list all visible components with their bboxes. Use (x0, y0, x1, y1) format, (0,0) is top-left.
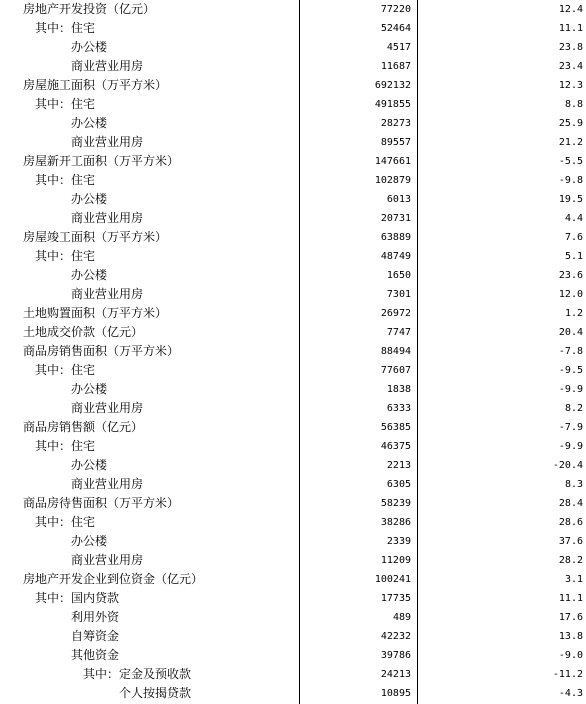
row-label: 土地成交价款（亿元） (23, 325, 144, 339)
row-label: 房屋新开工面积（万平方米） (23, 154, 180, 168)
row-label: 商业营业用房 (71, 211, 144, 225)
table-row (0, 589, 586, 608)
table-row (0, 247, 586, 266)
table-row (0, 323, 586, 342)
row-value: 88494 (380, 346, 411, 357)
row-label: 其中：定金及预收款 (83, 667, 192, 681)
row-label: 办公楼 (71, 382, 108, 396)
row-growth: 28.2 (558, 555, 583, 566)
row-growth: -9.8 (558, 175, 583, 186)
row-label: 其中：住宅 (35, 515, 96, 529)
row-label: 办公楼 (71, 192, 108, 206)
table-row (0, 627, 586, 646)
row-label: 办公楼 (71, 40, 108, 54)
table-row (0, 684, 586, 703)
row-growth: -7.8 (558, 346, 583, 357)
row-value: 1838 (386, 384, 411, 395)
table-row (0, 532, 586, 551)
row-growth: -9.9 (558, 441, 583, 452)
row-value: 6013 (386, 194, 411, 205)
row-growth: -20.4 (552, 460, 583, 471)
row-growth: -4.3 (558, 688, 583, 699)
table-row (0, 399, 586, 418)
table-row (0, 437, 586, 456)
row-label: 商品房待售面积（万平方米） (23, 496, 180, 510)
row-growth: -9.9 (558, 384, 583, 395)
table-row (0, 665, 586, 684)
table-row (0, 646, 586, 665)
row-value: 489 (392, 612, 411, 623)
row-growth: 1.2 (564, 308, 583, 319)
row-growth: 7.6 (564, 232, 583, 243)
row-label: 其中：住宅 (35, 363, 96, 377)
table-row (0, 152, 586, 171)
row-label: 其他资金 (71, 648, 120, 662)
table-row (0, 171, 586, 190)
row-growth: 37.6 (558, 536, 583, 547)
row-label: 其中：住宅 (35, 439, 96, 453)
row-label: 办公楼 (71, 116, 108, 130)
table-row (0, 57, 586, 76)
table-row (0, 551, 586, 570)
table-row (0, 513, 586, 532)
table-row (0, 380, 586, 399)
row-label: 其中：住宅 (35, 173, 96, 187)
row-label: 商业营业用房 (71, 135, 144, 149)
row-label: 土地购置面积（万平方米） (23, 306, 168, 320)
row-label: 办公楼 (71, 534, 108, 548)
row-value: 2339 (386, 536, 411, 547)
row-growth: 28.4 (558, 498, 583, 509)
row-growth: 5.1 (564, 251, 583, 262)
table-row (0, 342, 586, 361)
row-value: 147661 (374, 156, 411, 167)
row-value: 20731 (380, 213, 411, 224)
row-value: 102879 (374, 175, 411, 186)
row-value: 38286 (380, 517, 411, 528)
row-growth: 11.1 (558, 593, 583, 604)
row-value: 56385 (380, 422, 411, 433)
row-value: 63889 (380, 232, 411, 243)
row-label: 商品房销售额（亿元） (23, 420, 144, 434)
row-label: 商业营业用房 (71, 477, 144, 491)
table-row (0, 266, 586, 285)
row-label: 其中：住宅 (35, 21, 96, 35)
row-value: 24213 (380, 669, 411, 680)
row-growth: 25.9 (558, 118, 583, 129)
row-growth: 23.8 (558, 42, 583, 53)
row-value: 48749 (380, 251, 411, 262)
row-value: 11687 (380, 61, 411, 72)
row-label: 商业营业用房 (71, 59, 144, 73)
row-value: 77220 (380, 4, 411, 15)
row-value: 2213 (386, 460, 411, 471)
row-label: 其中：住宅 (35, 97, 96, 111)
table-row (0, 608, 586, 627)
table-row (0, 418, 586, 437)
table-row (0, 38, 586, 57)
row-value: 17735 (380, 593, 411, 604)
row-value: 7747 (386, 327, 411, 338)
row-growth: 17.6 (558, 612, 583, 623)
row-growth: 3.1 (564, 574, 583, 585)
row-value: 46375 (380, 441, 411, 452)
row-growth: 13.8 (558, 631, 583, 642)
row-label: 房屋竣工面积（万平方米） (23, 230, 168, 244)
row-growth: 23.6 (558, 270, 583, 281)
row-growth: -5.5 (558, 156, 583, 167)
row-label: 房地产开发投资（亿元） (23, 2, 156, 16)
row-label: 个人按揭贷款 (119, 686, 192, 700)
row-label: 办公楼 (71, 458, 108, 472)
row-growth: 23.4 (558, 61, 583, 72)
row-growth: 12.0 (558, 289, 583, 300)
row-label: 商品房销售面积（万平方米） (23, 344, 180, 358)
row-label: 自筹资金 (71, 629, 120, 643)
row-value: 11209 (380, 555, 411, 566)
row-value: 7301 (386, 289, 411, 300)
table-row (0, 570, 586, 589)
row-value: 26972 (380, 308, 411, 319)
row-value: 1650 (386, 270, 411, 281)
row-growth: 20.4 (558, 327, 583, 338)
row-growth: 28.6 (558, 517, 583, 528)
row-value: 89557 (380, 137, 411, 148)
row-value: 10895 (380, 688, 411, 699)
table-row (0, 304, 586, 323)
row-label: 商业营业用房 (71, 553, 144, 567)
table-row (0, 285, 586, 304)
row-growth: 21.2 (558, 137, 583, 148)
row-value: 692132 (374, 80, 411, 91)
row-growth: -9.0 (558, 650, 583, 661)
row-growth: 11.1 (558, 23, 583, 34)
table-row (0, 114, 586, 133)
row-growth: -7.9 (558, 422, 583, 433)
row-value: 42232 (380, 631, 411, 642)
row-value: 6305 (386, 479, 411, 490)
table-row (0, 133, 586, 152)
row-label: 办公楼 (71, 268, 108, 282)
table-row (0, 76, 586, 95)
table-row (0, 0, 586, 19)
row-growth: 8.8 (564, 99, 583, 110)
table-row (0, 228, 586, 247)
row-label: 房地产开发企业到位资金（亿元） (23, 572, 204, 586)
table-row (0, 475, 586, 494)
row-value: 58239 (380, 498, 411, 509)
row-value: 39786 (380, 650, 411, 661)
table-row (0, 494, 586, 513)
row-growth: 12.3 (558, 80, 583, 91)
row-value: 4517 (386, 42, 411, 53)
row-growth: -9.5 (558, 365, 583, 376)
row-label: 其中：国内贷款 (35, 591, 120, 605)
row-label: 房屋施工面积（万平方米） (23, 78, 168, 92)
table-row (0, 19, 586, 38)
row-growth: 19.5 (558, 194, 583, 205)
row-growth: 12.4 (558, 4, 583, 15)
table-row (0, 95, 586, 114)
row-value: 6333 (386, 403, 411, 414)
table-row (0, 209, 586, 228)
row-label: 其中：住宅 (35, 249, 96, 263)
row-label: 利用外资 (71, 610, 120, 624)
row-value: 28273 (380, 118, 411, 129)
row-growth: 8.3 (564, 479, 583, 490)
row-value: 100241 (374, 574, 411, 585)
row-growth: 8.2 (564, 403, 583, 414)
table-row (0, 361, 586, 380)
table-row (0, 456, 586, 475)
row-label: 商业营业用房 (71, 401, 144, 415)
row-value: 52464 (380, 23, 411, 34)
row-value: 491855 (374, 99, 411, 110)
table-row (0, 190, 586, 209)
row-growth: 4.4 (564, 213, 583, 224)
row-growth: -11.2 (552, 669, 583, 680)
row-value: 77607 (380, 365, 411, 376)
row-label: 商业营业用房 (71, 287, 144, 301)
